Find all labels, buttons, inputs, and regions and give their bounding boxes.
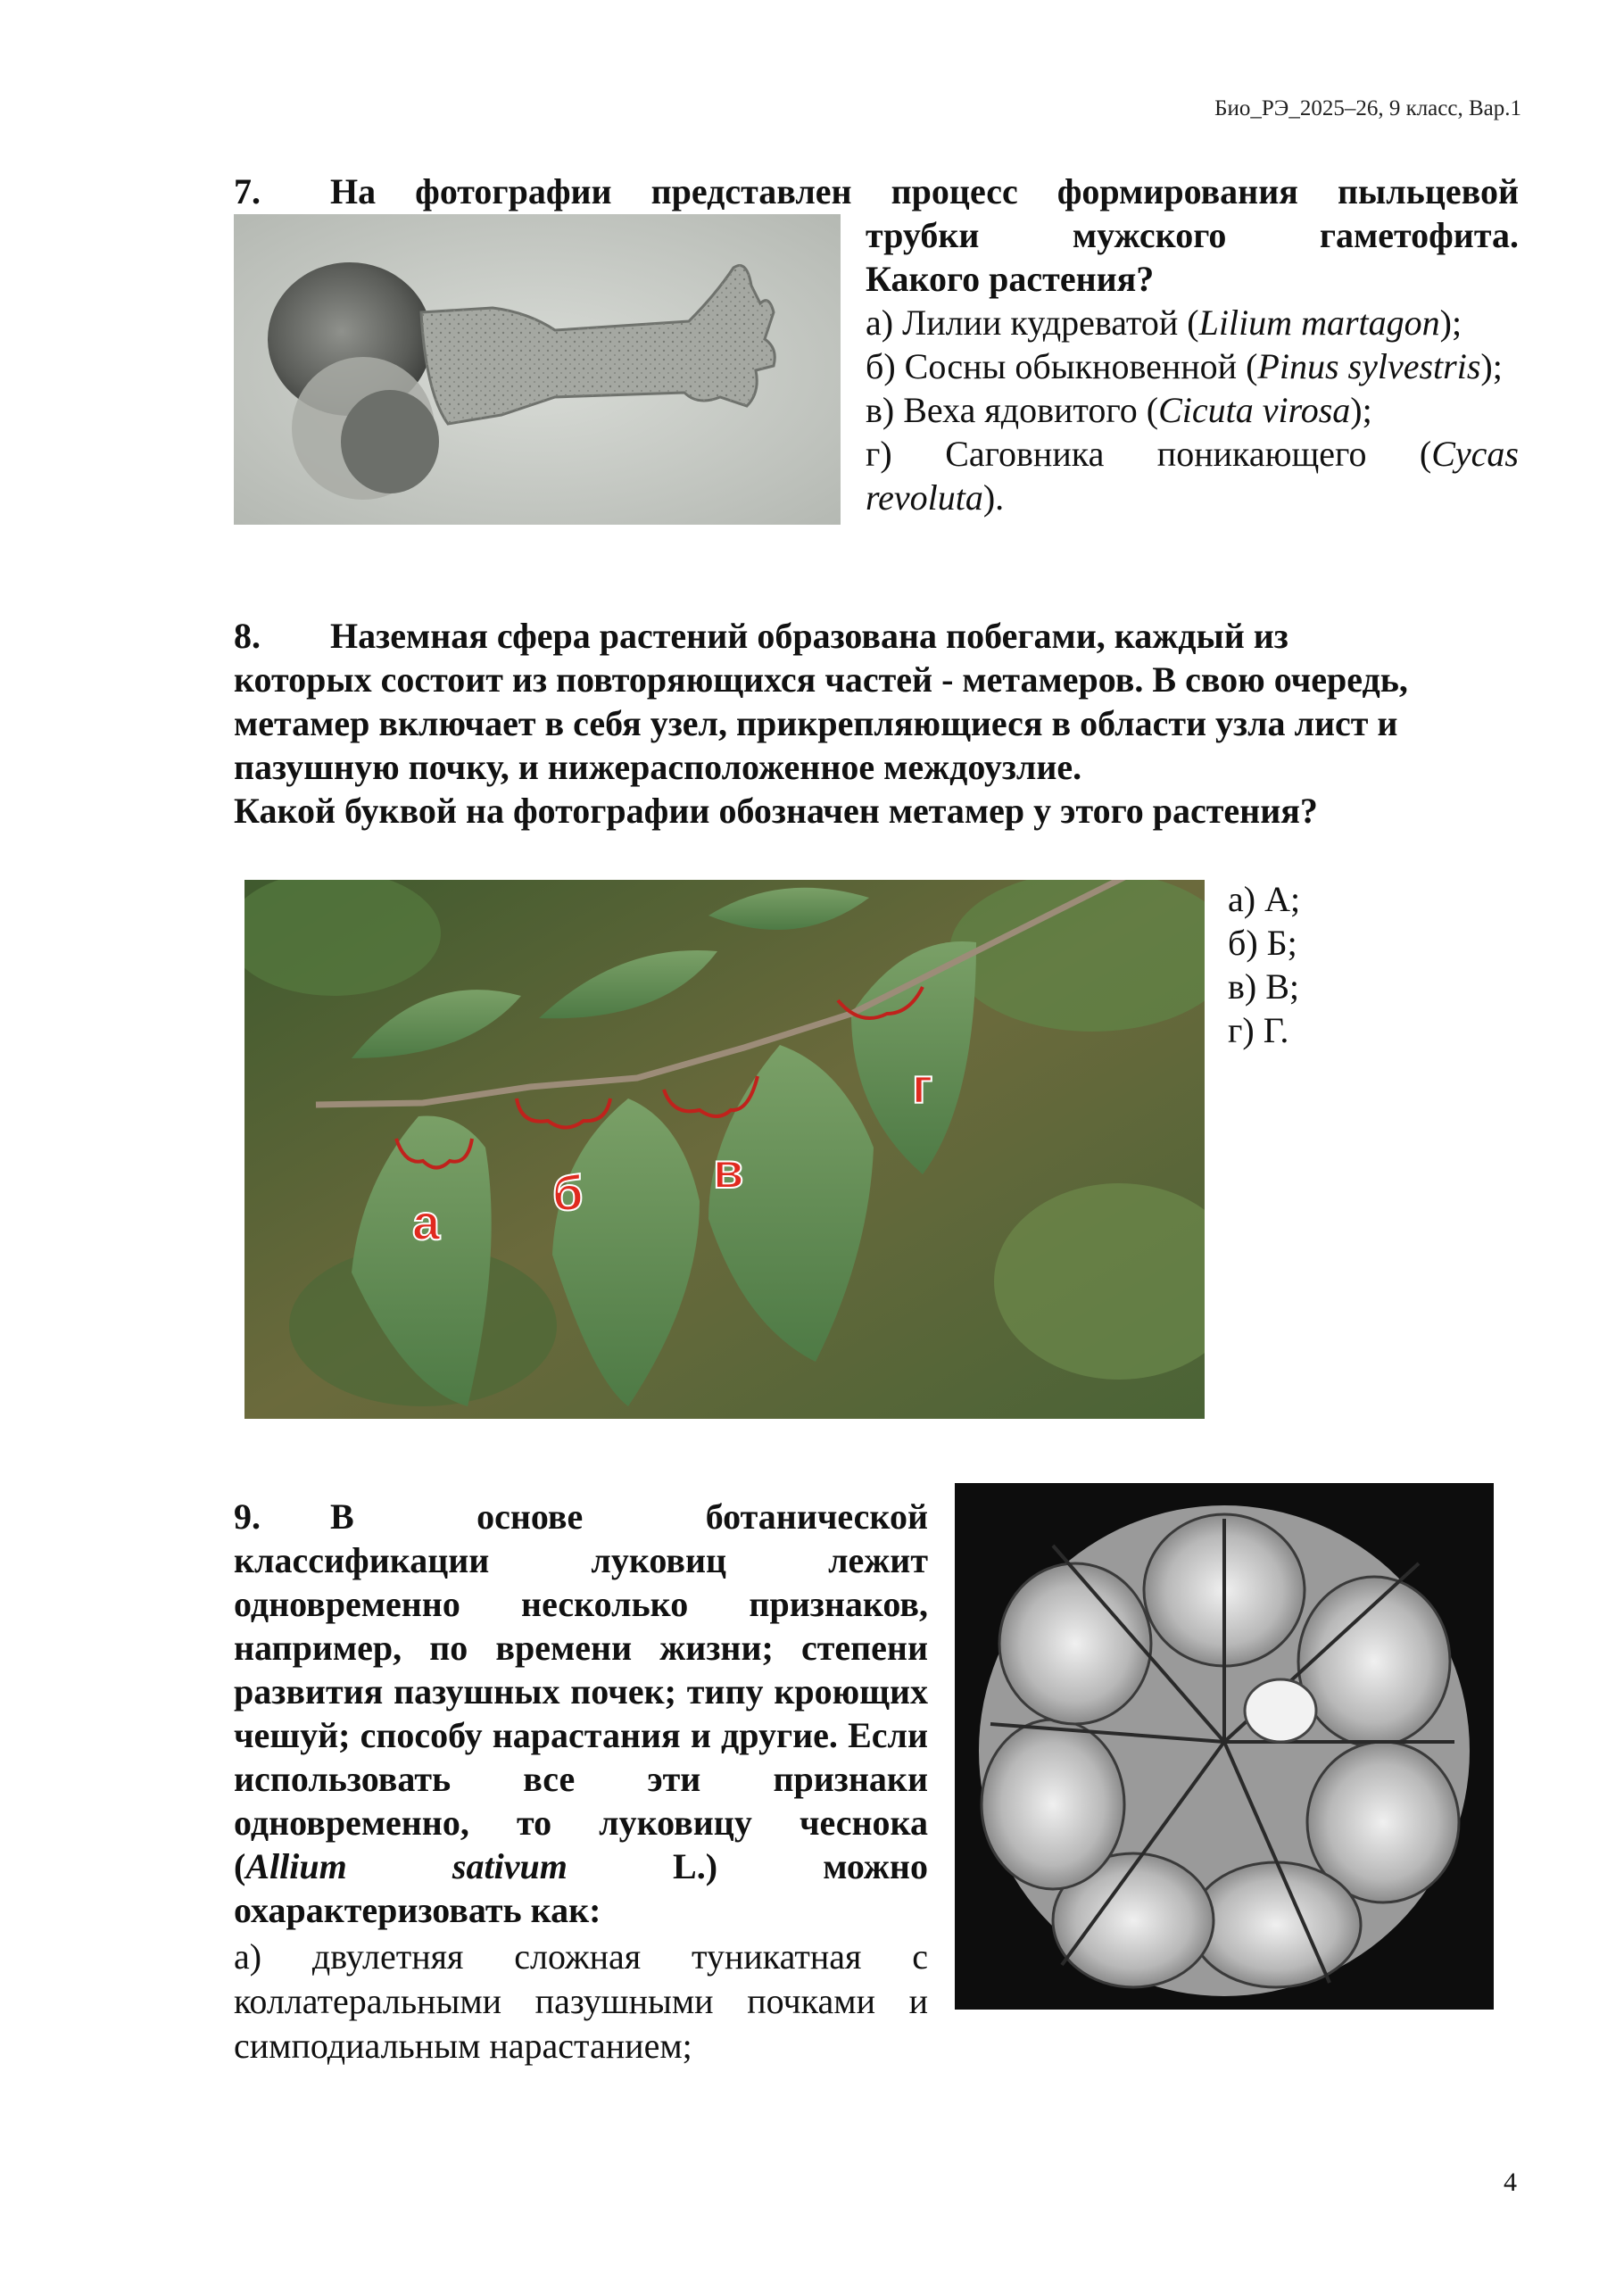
q7-option-v[interactable]: в) Веха ядовитого (Cicuta virosa); (866, 390, 1372, 430)
q7-line3: Какого растения? (866, 259, 1155, 299)
pollen-tube-photo (234, 214, 841, 525)
label-g: г (912, 1057, 933, 1114)
q9-text: 9. В основе ботанической классификации луковиц лежит одновременно несколько признаков, например, по времени жизни; степени развития пазушных почек; типу кроющих чешуй; способу нарастания и другие. Если использовать все эти признаки одновременно, то луковицу чеснока (Allium sativum L.) можно охарактеризовать как: (234, 1496, 928, 1930)
q7-options (866, 301, 1519, 519)
branch-photo (244, 880, 1205, 1419)
q8-options (1228, 877, 1496, 1052)
branch-illustration (244, 880, 1205, 1419)
q8-option-v[interactable]: в) В; (1228, 966, 1299, 1007)
q8-number: 8. (234, 616, 261, 656)
q8-option-a[interactable]: а) А; (1228, 879, 1301, 919)
page-header: Био_РЭ_2025–26, 9 класс, Вар.1 (1214, 96, 1521, 120)
q7-option-a[interactable]: а) Лилии кудреватой (Lilium martagon); (866, 303, 1462, 343)
q7-line2: трубки мужского гаметофита. (866, 215, 1519, 255)
q7-option-b[interactable]: б) Сосны обыкновенной (Pinus sylvestris); (866, 346, 1503, 386)
garlic-photo (955, 1483, 1494, 2010)
q7-line1: На фотографии представлен процесс формирования пыльцевой (330, 171, 1519, 211)
label-b: б (552, 1165, 584, 1221)
q7-option-g[interactable]: г) Саговника поникающего (Cycas revoluta). (866, 434, 1519, 518)
label-v: в (713, 1142, 744, 1198)
q8-option-g[interactable]: г) Г. (1228, 1010, 1289, 1050)
q8-text-first: Наземная сфера растений образована побегами, каждый из (330, 616, 1288, 656)
q8-question: Какой буквой на фотографии обозначен метамер у этого растения? (234, 791, 1318, 831)
page-number: 4 (1504, 2168, 1517, 2197)
q9-option-a[interactable]: а) двулетняя сложная туникатная с коллатеральными пазушными почками и симподиальным нарастанием; (234, 1936, 928, 2066)
label-a: а (412, 1194, 441, 1250)
q7-number: 7. (234, 171, 261, 211)
q8-option-b[interactable]: б) Б; (1228, 923, 1297, 963)
q9-number: 9. (234, 1496, 261, 1537)
q8-text-rest: которых состоит из повторяющихся частей - метамеров. В свою очередь, метамер включает в себя узел, прикрепляющиеся в области узла лист и пазушную почку, и нижерасположенное междоузлие. (234, 659, 1408, 787)
pollen-tube-illustration (234, 214, 841, 525)
garlic-illustration (955, 1483, 1494, 2010)
